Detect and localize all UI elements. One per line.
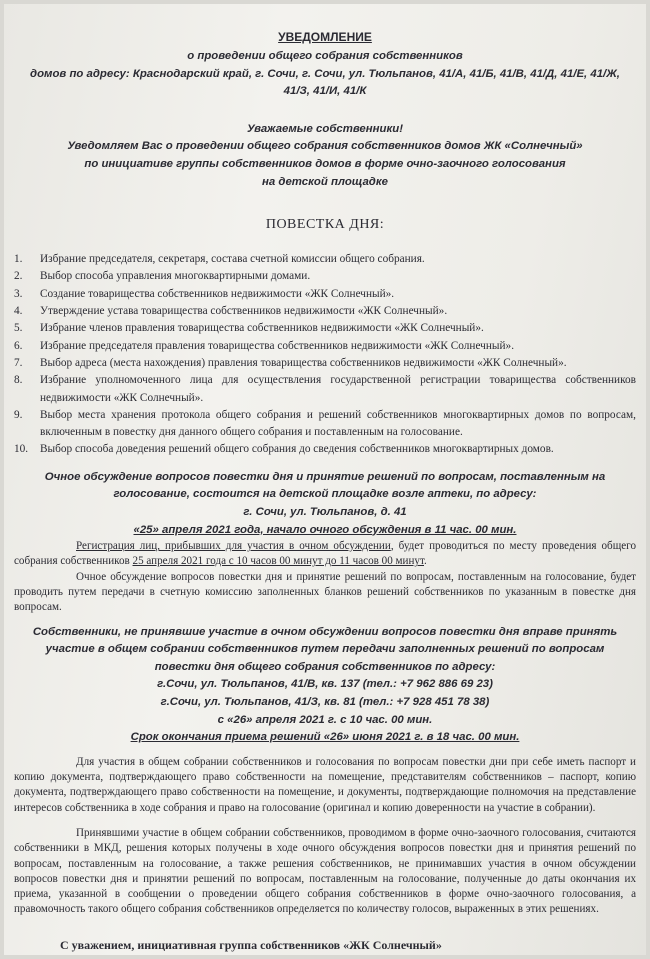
agenda-item-number: 5. [14,322,23,335]
agenda-item-number: 1. [14,253,23,266]
agenda-item [14,320,636,337]
agenda-item [14,441,636,458]
absent-address-1: г.Сочи, ул. Тюльпанов, 41/В, кв. 137 (тел.: +7 962 886 69 23) [157,678,493,691]
notice-line-3: на детской площадке [262,175,388,188]
agenda-item [14,286,636,303]
absent-line-3: повестки дня общего собрания собственников по адресу: [154,660,496,673]
agenda-item [14,355,636,372]
greeting: Уважаемые собственники! [246,122,404,135]
agenda-item-text: Выбор адреса (места нахождения) правления товарищества собственников недвижимости «ЖК Солнечный». [40,356,567,369]
agenda-item-text: Избрание членов правления товарищества собственников недвижимости «ЖК Солнечный». [40,322,484,335]
meeting-address: г. Сочи, ул. Тюльпанов, д. 41 [243,505,407,518]
notice-line-1: Уведомляем Вас о проведении общего собрания собственников домов ЖК «Солнечный» [67,140,583,153]
participants-paragraph: Принявшими участие в общем собрании собственников, проводимом в форме очно-заочного голосования, считаются собственники в МКД, решения которых получены в ходе очного обсуждения вопросов повестки дня и принятия решений по вопросам, поставленным на голосование, а также решения собственников, не принимавших участия в очном обсуждении вопросов повестки дня и принятии решений по вопросам, поставленным на голосование, полученные до даты окончания их приема, указанной в сообщении о проведении общего собрания собственников в форме очно-заочного голосования, а правомочность такого общего собрания собственников определяется по количеству голосов, выраженных в этих решениях. [14,826,636,916]
agenda-item-text: Создание товарищества собственников недвижимости «ЖК Солнечный». [40,287,395,300]
absent-line-2: участие в общем собрании собственников путем передачи заполненных решений по вопросам [45,643,605,656]
agenda-title: ПОВЕСТКА ДНЯ: [265,217,385,233]
discussion-paragraph: Очное обсуждение вопросов повестки дня и принятие решений по вопросам, поставленным на голосование, будет проводить путем передачи в счетную комиссию заполненных бланков решений собственников по указанным в повестке дня вопросам. [14,570,636,614]
agenda-item-text: Избрание уполномоченного лица для осуществления государственной регистрации товарищества собственников недвижимости «ЖК Солнечный». [40,374,636,404]
agenda-item-number: 7. [14,356,23,369]
agenda-item-number: 6. [14,339,23,352]
absent-line-1: Собственники, не принявшие участие в очном обсуждении вопросов повестки дня вправе принять [32,625,618,638]
absent-from-date: с «26» апреля 2021 г. с 10 час. 00 мин. [217,713,433,726]
agenda-item-text: Избрание председателя правления товарищества собственников недвижимости «ЖК Солнечный». [40,339,515,352]
meeting-line-1: Очное обсуждение вопросов повестки дня и принятие решений по вопросам, поставленным на [44,470,606,483]
registration-text-1: Регистрация лиц, прибывших для участия в очном обсуждении [76,540,391,553]
meeting-date: «25» апреля 2021 года, начало очного обсуждения в 11 час. 00 мин. [133,523,517,536]
agenda-item-text: Избрание председателя, секретаря, состава счетной комиссии общего собрания. [40,253,425,266]
agenda-item-number: 4. [14,305,23,318]
notice-line-2: по инициативе группы собственников домов в форме очно-заочного голосования [84,157,566,170]
agenda-item-number: 8. [14,374,23,387]
agenda-item [14,303,636,320]
header-line-3: 41/З, 41/И, 41/К [283,85,367,98]
agenda-item-text: Выбор способа управления многоквартирными домами. [40,270,311,283]
agenda-item-number: 9. [14,408,23,421]
agenda-item-number: 3. [14,287,23,300]
agenda-item [14,407,636,442]
deadline: Срок окончания приема решений «26» июня 2021 г. в 18 час. 00 мин. [130,731,520,744]
agenda-item-number: 2. [14,270,23,283]
registration-paragraph [14,539,636,570]
meeting-line-2: голосование, состоится на детской площадке возле аптеки, по адресу: [113,488,537,501]
agenda-item-text: Выбор способа доведения решений общего собрания до сведения собственников многоквартирных домов. [40,443,554,456]
agenda-item [14,251,636,268]
absent-address-2: г.Сочи, ул. Тюльпанов, 41/З, кв. 81 (тел.: +7 928 451 78 38) [160,695,490,708]
registration-time: 25 апреля 2021 года с 10 часов 00 минут до 11 часов 00 минут [132,555,424,568]
agenda-item-text: Утверждение устава товарищества собственников недвижимости «ЖК Солнечный». [40,305,448,318]
closing-signature: С уважением, инициативная группа собственников «ЖК Солнечный» [60,937,442,952]
agenda-item-text: Выбор места хранения протокола общего собрания и решений собственников многоквартирных домов по вопросам, включенным в повестку дня данного общего собрания и поставленным на голосование. [40,408,636,439]
agenda-item [14,268,636,285]
document-sheet [4,4,646,955]
header-line-1: о проведении общего собрания собственников [187,50,463,62]
agenda-item [14,372,636,407]
documents-paragraph: Для участия в общем собрании собственников и голосования по вопросам повестки дни при себе иметь паспорт и копию документа, подтверждающего право собственности на помещение, представителям собственников – паспорт, копию документа, подтверждающего право собственности на помещение, и документы, подтверждающие полномочия на представление интересов собственника в ходе собрания и право на голосование (оригинал и копию доверенности на участие в собрании). [14,755,636,814]
agenda-item-number: 10. [14,443,29,456]
registration-text-4: . [424,555,427,568]
agenda-item [14,338,636,355]
document-title: УВЕДОМЛЕНИЕ [278,30,372,44]
agenda-list [14,251,636,459]
header-line-2: домов по адресу: Краснодарский край, г. Сочи, г. Сочи, ул. Тюльпанов, 41/А, 41/Б, 41/В, 41/Д, 41/Е, 41/Ж, [30,67,620,80]
registration-text-2: , будет проводиться по месту проведения общего собрания собственников [14,540,636,568]
